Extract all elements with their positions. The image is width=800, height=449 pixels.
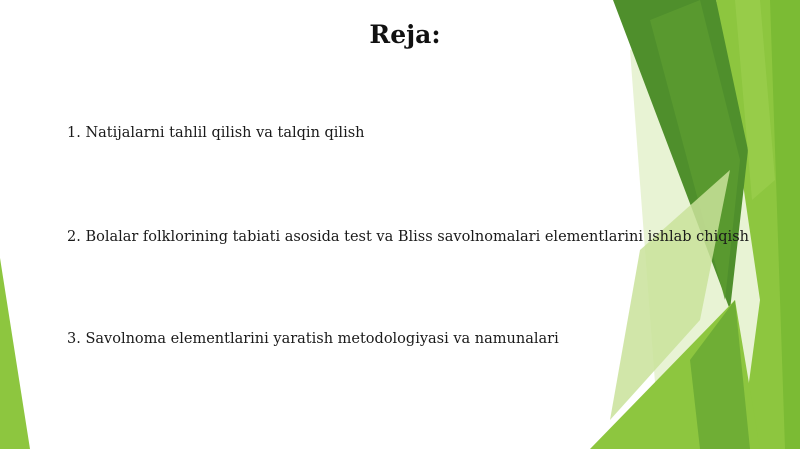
plan-item-1: 1. Natijalarni tahlil qilish va talqin qilish: [67, 125, 365, 141]
slide-title: Reja:: [369, 20, 441, 49]
plan-item-2: 2. Bolalar folklorining tabiati asosida test va Bliss savolnomalari elementlarini ishlab chiqish: [67, 229, 749, 245]
plan-item-3: 3. Savolnoma elementlarini yaratish metodologiyasi va namunalari: [67, 331, 559, 347]
